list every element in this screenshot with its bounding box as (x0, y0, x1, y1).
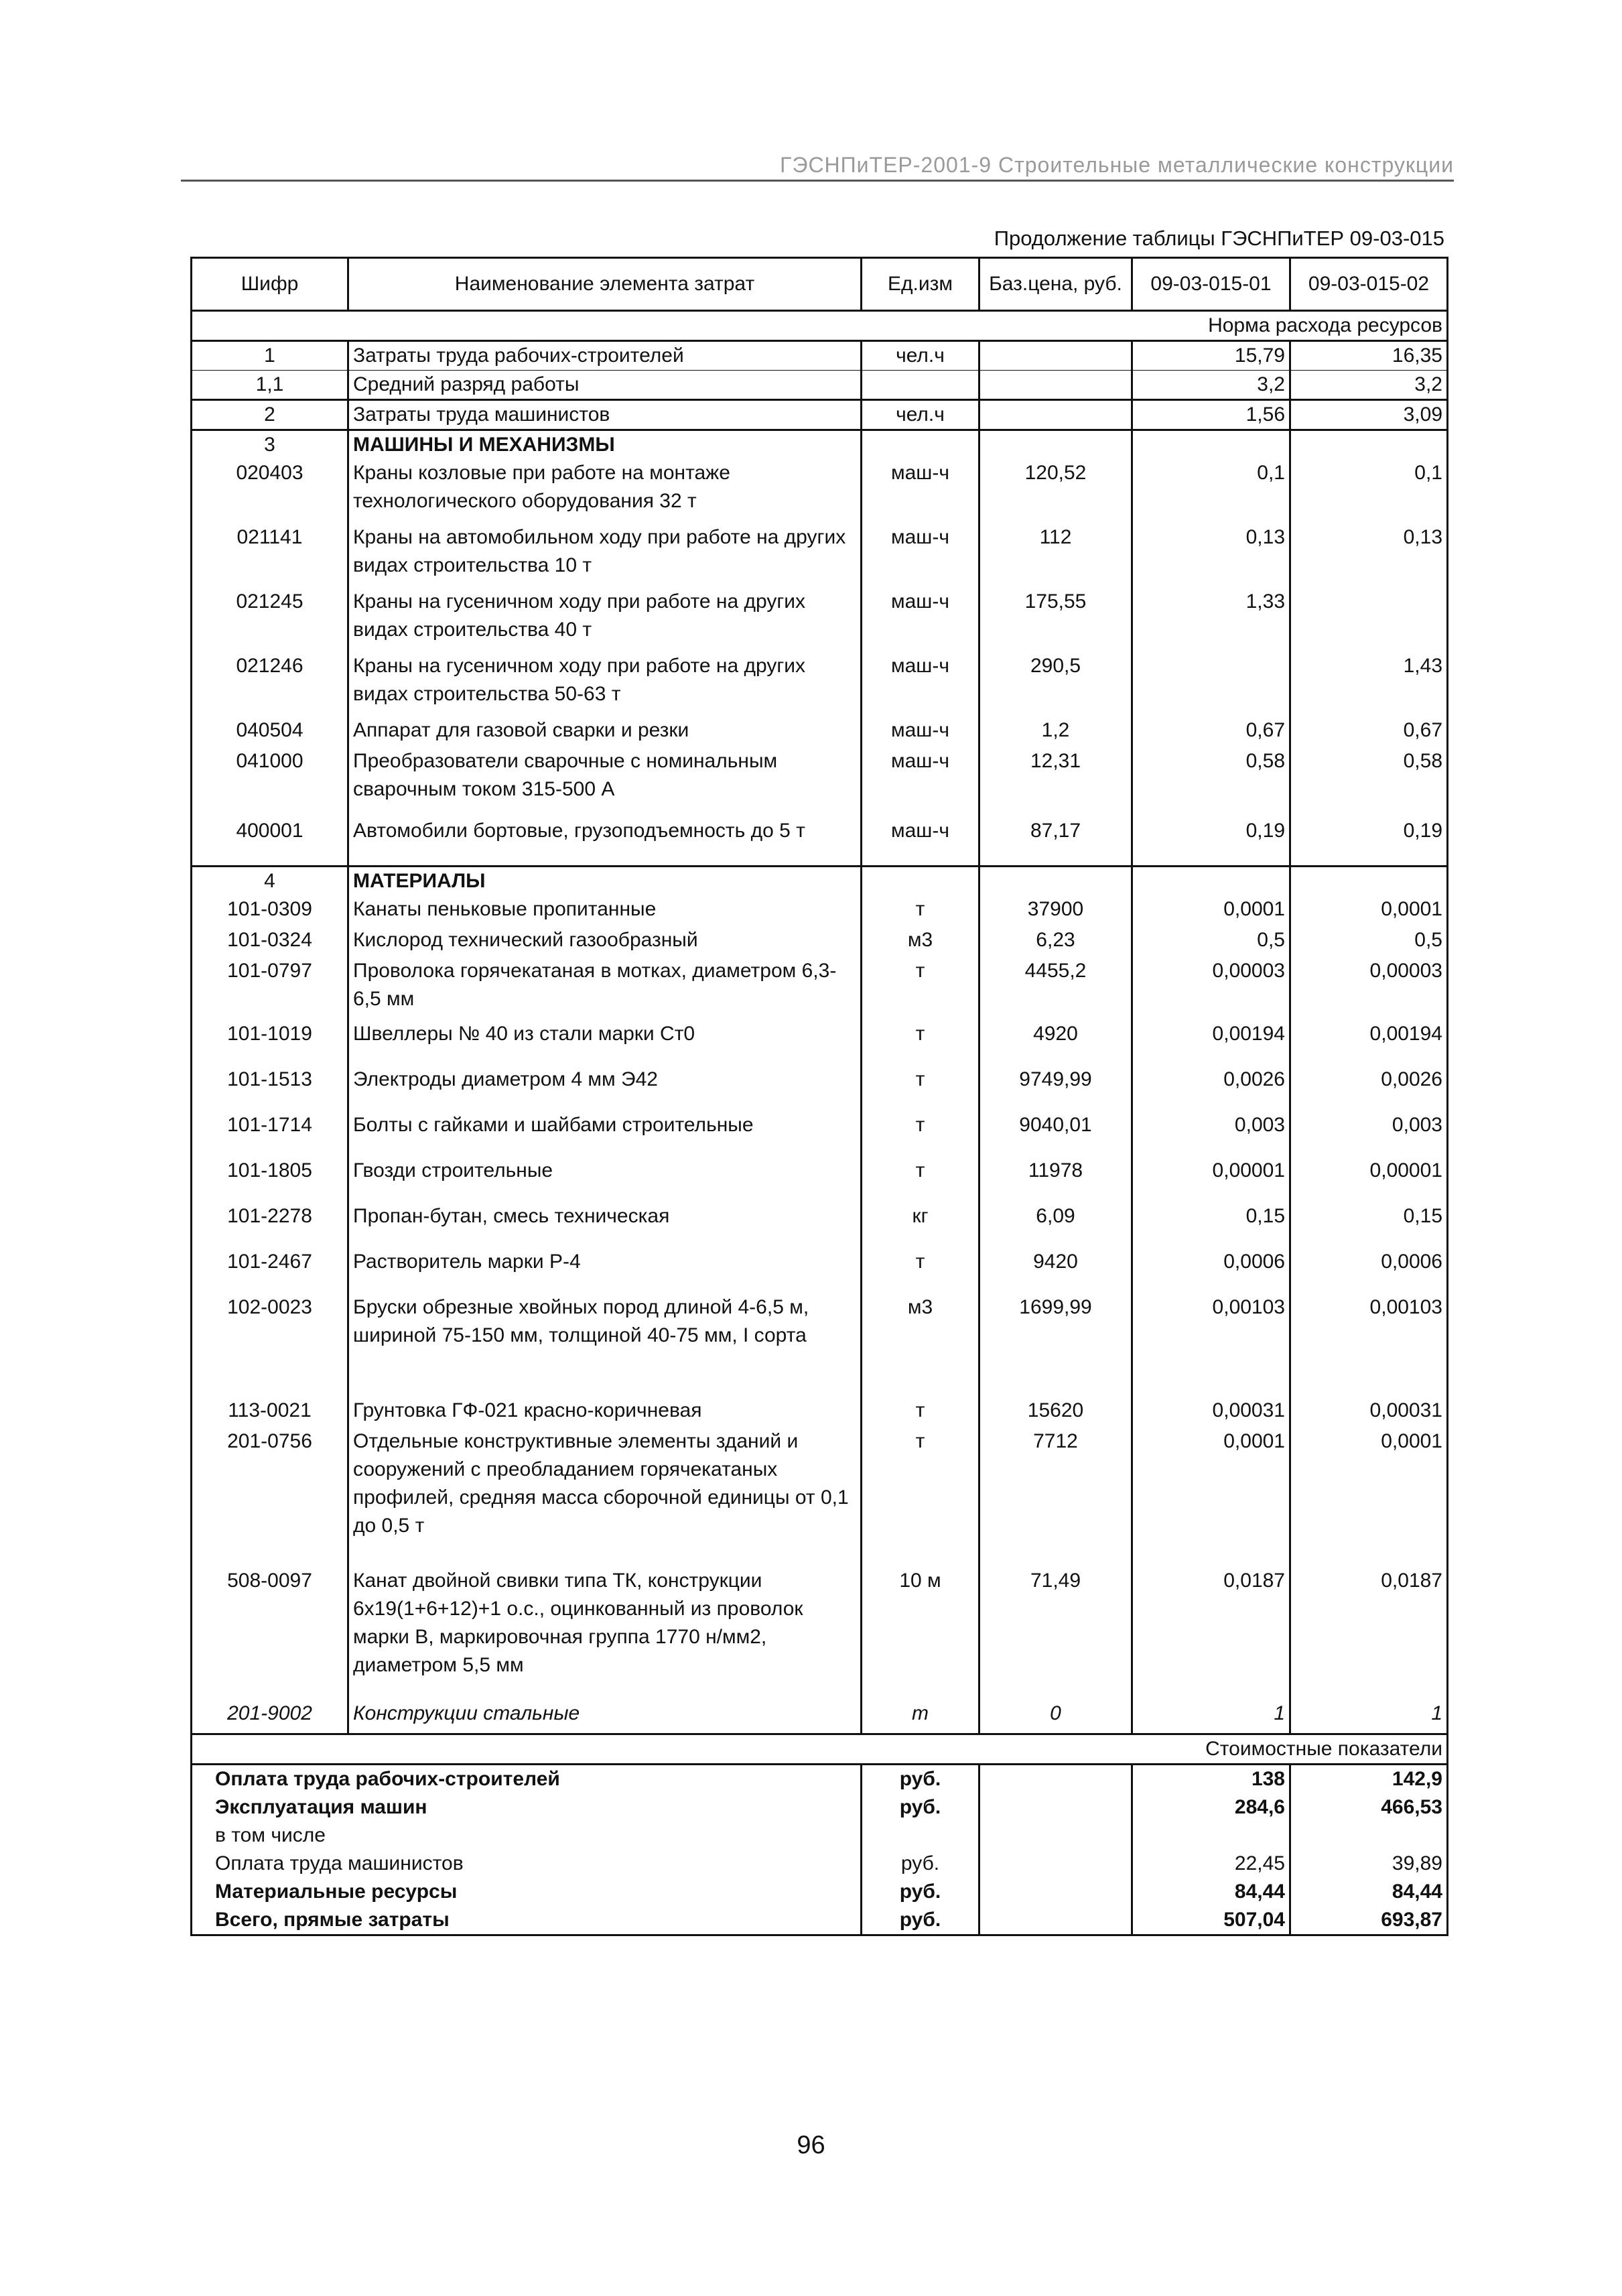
unit-cell: т (862, 895, 979, 926)
material-row (192, 926, 1448, 957)
unit-cell: маш-ч (862, 716, 979, 747)
running-title: ГЭСНПиТЕР-2001-9 Строительные металлические конструкции (780, 153, 1454, 177)
code-cell: 101-0309 (192, 895, 348, 926)
value-cell-02: 0,0001 (1290, 1427, 1448, 1567)
labor-section (192, 341, 1448, 430)
value-cell-02: 0,13 (1290, 523, 1448, 588)
value-cell-02: 0,5 (1290, 926, 1448, 957)
name-cell: Растворитель марки Р-4 (348, 1248, 862, 1293)
value-cell-02: 0,00194 (1290, 1020, 1448, 1066)
material-row (192, 1248, 1448, 1293)
value-cell-01: 0,0006 (1132, 1248, 1290, 1293)
resource-table (190, 257, 1448, 1936)
material-row (192, 1202, 1448, 1248)
unit-cell: т (862, 1111, 979, 1157)
section-title: МАШИНЫ И МЕХАНИЗМЫ (348, 430, 862, 460)
code-cell: 101-1513 (192, 1066, 348, 1111)
materials-heading-row (192, 867, 1448, 896)
machine-row (192, 716, 1448, 747)
table-caption: Продолжение таблицы ГЭСНПиТЕР 09-03-015 (994, 227, 1444, 250)
value-cell-02: 0,00003 (1290, 957, 1448, 1020)
code-cell: 101-2467 (192, 1248, 348, 1293)
code-cell: 201-9002 (192, 1700, 348, 1734)
value-cell-01 (1132, 652, 1290, 716)
price-cell: 11978 (979, 1157, 1132, 1202)
price-cell: 9420 (979, 1248, 1132, 1293)
cost-unit-cell: руб. (862, 1765, 979, 1794)
section-title: МАТЕРИАЛЫ (348, 867, 862, 896)
price-cell: 120,52 (979, 459, 1132, 523)
name-cell: Средний разряд работы (348, 371, 862, 400)
price-cell: 175,55 (979, 588, 1132, 652)
unit-cell: маш-ч (862, 459, 979, 523)
cost-name-cell: Материальные ресурсы (192, 1878, 862, 1906)
value-cell-02: 0,0001 (1290, 895, 1448, 926)
machine-row (192, 588, 1448, 652)
name-cell: Затраты труда машинистов (348, 400, 862, 430)
value-cell-01: 0,13 (1132, 523, 1290, 588)
name-cell: Грунтовка ГФ-021 красно-коричневая (348, 1397, 862, 1427)
materials-section (192, 867, 1448, 1734)
unit-cell: маш-ч (862, 588, 979, 652)
empty-cell (979, 1822, 1132, 1850)
name-cell: Гвозди строительные (348, 1157, 862, 1202)
unit-cell: кг (862, 1202, 979, 1248)
value-cell-02: 0,67 (1290, 716, 1448, 747)
value-cell-02: 3,09 (1290, 400, 1448, 430)
value-cell-01: 0,1 (1132, 459, 1290, 523)
cost-unit-cell: руб. (862, 1793, 979, 1822)
unit-cell: чел.ч (862, 400, 979, 430)
cost-name-cell: Оплата труда машинистов (192, 1850, 862, 1878)
name-cell: Аппарат для газовой сварки и резки (348, 716, 862, 747)
header-name: Наименование элемента затрат (348, 258, 862, 311)
price-cell: 12,31 (979, 747, 1132, 817)
cost-value-02: 142,9 (1290, 1765, 1448, 1794)
unit-cell: м3 (862, 926, 979, 957)
price-cell (979, 400, 1132, 430)
value-cell-02: 0,19 (1290, 817, 1448, 867)
cost-value-01: 284,6 (1132, 1793, 1290, 1822)
cost-value-02 (1290, 1822, 1448, 1850)
cost-unit-cell: руб. (862, 1906, 979, 1935)
value-cell-01: 0,58 (1132, 747, 1290, 817)
name-cell: Преобразователи сварочные с номинальным сварочным током 315-500 А (348, 747, 862, 817)
value-cell-01: 15,79 (1132, 341, 1290, 371)
empty-cell (1290, 867, 1448, 896)
unit-cell: т (862, 1427, 979, 1567)
value-cell-02 (1290, 588, 1448, 652)
norm-label-row (192, 311, 1448, 341)
unit-cell: м3 (862, 1293, 979, 1397)
value-cell-01: 0,00003 (1132, 957, 1290, 1020)
value-cell-02: 3,2 (1290, 371, 1448, 400)
value-cell-01: 0,00194 (1132, 1020, 1290, 1066)
material-row (192, 895, 1448, 926)
empty-cell (979, 1765, 1132, 1794)
cost-value-02: 693,87 (1290, 1906, 1448, 1935)
cost-value-01: 138 (1132, 1765, 1290, 1794)
header-col2: 09-03-015-02 (1290, 258, 1448, 311)
cost-row (192, 1906, 1448, 1935)
material-row-steel (192, 1700, 1448, 1734)
price-cell: 15620 (979, 1397, 1132, 1427)
price-cell (979, 371, 1132, 400)
value-cell-01: 0,003 (1132, 1111, 1290, 1157)
unit-cell: 10 м (862, 1567, 979, 1700)
name-cell: Болты с гайками и шайбами строительные (348, 1111, 862, 1157)
empty-cell (979, 430, 1132, 460)
value-cell-01: 0,00031 (1132, 1397, 1290, 1427)
empty-cell (1132, 867, 1290, 896)
name-cell: Кислород технический газообразный (348, 926, 862, 957)
price-cell: 4920 (979, 1020, 1132, 1066)
name-cell: Конструкции стальные (348, 1700, 862, 1734)
price-cell: 6,09 (979, 1202, 1132, 1248)
value-cell-02: 0,58 (1290, 747, 1448, 817)
cost-name-cell: Всего, прямые затраты (192, 1906, 862, 1935)
code-cell: 041000 (192, 747, 348, 817)
price-cell: 6,23 (979, 926, 1132, 957)
machine-row (192, 652, 1448, 716)
header-base-price: Баз.цена, руб. (979, 258, 1132, 311)
price-cell: 9749,99 (979, 1066, 1132, 1111)
code-cell: 101-1714 (192, 1111, 348, 1157)
code-cell: 021141 (192, 523, 348, 588)
price-cell: 37900 (979, 895, 1132, 926)
unit-cell: т (862, 1066, 979, 1111)
value-cell-02: 0,0187 (1290, 1567, 1448, 1700)
labor-row (192, 400, 1448, 430)
machines-heading-row (192, 430, 1448, 460)
value-cell-02: 1,43 (1290, 652, 1448, 716)
labor-row (192, 341, 1448, 371)
unit-cell: т (862, 957, 979, 1020)
cost-value-02: 84,44 (1290, 1878, 1448, 1906)
value-cell-01: 1,56 (1132, 400, 1290, 430)
price-cell: 0 (979, 1700, 1132, 1734)
name-cell: Проволока горячекатаная в мотках, диаметром 6,3-6,5 мм (348, 957, 862, 1020)
unit-cell (862, 371, 979, 400)
value-cell-02: 16,35 (1290, 341, 1448, 371)
price-cell: 1,2 (979, 716, 1132, 747)
cost-value-01: 84,44 (1132, 1878, 1290, 1906)
price-cell: 112 (979, 523, 1132, 588)
empty-cell (979, 1793, 1132, 1822)
unit-cell: т (862, 1020, 979, 1066)
name-cell: Отдельные конструктивные элементы зданий и сооружений с преобладанием горячекатаных профилей, средняя масса сборочной единицы от 0,1 до 0,5 т (348, 1427, 862, 1567)
name-cell: Автомобили бортовые, грузоподъемность до 5 т (348, 817, 862, 867)
value-cell-01: 0,0187 (1132, 1567, 1290, 1700)
material-row (192, 1567, 1448, 1700)
page-number: 96 (797, 2131, 825, 2159)
cost-name-cell: Эксплуатация машин (192, 1793, 862, 1822)
empty-cell (1290, 430, 1448, 460)
name-cell: Краны на гусеничном ходу при работе на других видах строительства 40 т (348, 588, 862, 652)
empty-cell (979, 867, 1132, 896)
cost-row (192, 1878, 1448, 1906)
code-cell: 021246 (192, 652, 348, 716)
machine-row (192, 523, 1448, 588)
name-cell: Бруски обрезные хвойных пород длиной 4-6,5 м, шириной 75-150 мм, толщиной 40-75 мм, I сорта (348, 1293, 862, 1397)
cost-unit-cell: руб. (862, 1850, 979, 1878)
machine-row (192, 459, 1448, 523)
code-cell: 102-0023 (192, 1293, 348, 1397)
value-cell-01: 0,0026 (1132, 1066, 1290, 1111)
empty-cell (979, 1906, 1132, 1935)
name-cell: Затраты труда рабочих-строителей (348, 341, 862, 371)
cost-row (192, 1822, 1448, 1850)
value-cell-02: 0,003 (1290, 1111, 1448, 1157)
machine-row (192, 747, 1448, 817)
name-cell: Пропан-бутан, смесь техническая (348, 1202, 862, 1248)
unit-cell: маш-ч (862, 817, 979, 867)
section-number: 4 (192, 867, 348, 896)
cost-value-02: 466,53 (1290, 1793, 1448, 1822)
empty-cell (979, 1850, 1132, 1878)
value-cell-01: 0,67 (1132, 716, 1290, 747)
code-cell: 021245 (192, 588, 348, 652)
code-cell: 101-1019 (192, 1020, 348, 1066)
name-cell: Электроды диаметром 4 мм Э42 (348, 1066, 862, 1111)
cost-section (192, 1765, 1448, 1935)
price-cell: 7712 (979, 1427, 1132, 1567)
code-cell: 101-2278 (192, 1202, 348, 1248)
price-cell: 87,17 (979, 817, 1132, 867)
value-cell-02: 0,0026 (1290, 1066, 1448, 1111)
code-cell: 101-1805 (192, 1157, 348, 1202)
name-cell: Канаты пеньковые пропитанные (348, 895, 862, 926)
material-row (192, 1111, 1448, 1157)
unit-cell: маш-ч (862, 652, 979, 716)
value-cell-02: 0,15 (1290, 1202, 1448, 1248)
cost-row (192, 1850, 1448, 1878)
cost-unit-cell: руб. (862, 1878, 979, 1906)
cost-label-row (192, 1734, 1448, 1765)
header-code: Шифр (192, 258, 348, 311)
material-row (192, 1157, 1448, 1202)
value-cell-02: 0,00031 (1290, 1397, 1448, 1427)
code-cell: 2 (192, 400, 348, 430)
material-row (192, 1293, 1448, 1397)
price-cell (979, 341, 1132, 371)
header-divider (181, 180, 1454, 182)
unit-cell: т (862, 1700, 979, 1734)
price-cell: 9040,01 (979, 1111, 1132, 1157)
cost-row (192, 1793, 1448, 1822)
code-cell: 1,1 (192, 371, 348, 400)
material-row (192, 957, 1448, 1020)
value-cell-02: 1 (1290, 1700, 1448, 1734)
code-cell: 040504 (192, 716, 348, 747)
value-cell-01: 0,19 (1132, 817, 1290, 867)
name-cell: Краны на гусеничном ходу при работе на других видах строительства 50-63 т (348, 652, 862, 716)
unit-cell: т (862, 1157, 979, 1202)
value-cell-01: 1 (1132, 1700, 1290, 1734)
unit-cell: т (862, 1397, 979, 1427)
empty-cell (862, 430, 979, 460)
unit-cell: маш-ч (862, 747, 979, 817)
price-cell: 1699,99 (979, 1293, 1132, 1397)
price-cell: 4455,2 (979, 957, 1132, 1020)
cost-row (192, 1765, 1448, 1794)
empty-cell (979, 1878, 1132, 1906)
cost-value-01: 507,04 (1132, 1906, 1290, 1935)
header-col1: 09-03-015-01 (1132, 258, 1290, 311)
table-header (192, 258, 1448, 311)
unit-cell: чел.ч (862, 341, 979, 371)
value-cell-01: 0,00001 (1132, 1157, 1290, 1202)
material-row (192, 1427, 1448, 1567)
name-cell: Канат двойной свивки типа ТК, конструкции 6х19(1+6+12)+1 о.с., оцинкованный из проволок марки В, маркировочная группа 1770 н/мм2, диаметром 5,5 мм (348, 1567, 862, 1700)
code-cell: 101-0797 (192, 957, 348, 1020)
machine-row (192, 817, 1448, 867)
value-cell-01: 1,33 (1132, 588, 1290, 652)
labor-row (192, 371, 1448, 400)
code-cell: 101-0324 (192, 926, 348, 957)
material-row (192, 1397, 1448, 1427)
section-number: 3 (192, 430, 348, 460)
code-cell: 508-0097 (192, 1567, 348, 1700)
code-cell: 1 (192, 341, 348, 371)
value-cell-01: 3,2 (1132, 371, 1290, 400)
cost-name-cell: в том числе (192, 1822, 862, 1850)
value-cell-01: 0,0001 (1132, 895, 1290, 926)
value-cell-02: 0,00103 (1290, 1293, 1448, 1397)
machines-section (192, 430, 1448, 867)
header-unit: Ед.изм (862, 258, 979, 311)
value-cell-01: 0,5 (1132, 926, 1290, 957)
price-cell: 71,49 (979, 1567, 1132, 1700)
code-cell: 020403 (192, 459, 348, 523)
code-cell: 201-0756 (192, 1427, 348, 1567)
cost-value-01: 22,45 (1132, 1850, 1290, 1878)
code-cell: 113-0021 (192, 1397, 348, 1427)
value-cell-01: 0,00103 (1132, 1293, 1290, 1397)
material-row (192, 1020, 1448, 1066)
price-cell: 290,5 (979, 652, 1132, 716)
cost-label: Стоимостные показатели (192, 1734, 1448, 1765)
unit-cell: т (862, 1248, 979, 1293)
value-cell-02: 0,0006 (1290, 1248, 1448, 1293)
value-cell-01: 0,15 (1132, 1202, 1290, 1248)
cost-unit-cell (862, 1822, 979, 1850)
empty-cell (1132, 430, 1290, 460)
unit-cell: маш-ч (862, 523, 979, 588)
name-cell: Краны козловые при работе на монтаже технологического оборудования 32 т (348, 459, 862, 523)
cost-value-01 (1132, 1822, 1290, 1850)
cost-name-cell: Оплата труда рабочих-строителей (192, 1765, 862, 1794)
value-cell-01: 0,0001 (1132, 1427, 1290, 1567)
value-cell-02: 0,00001 (1290, 1157, 1448, 1202)
empty-cell (862, 867, 979, 896)
name-cell: Краны на автомобильном ходу при работе на других видах строительства 10 т (348, 523, 862, 588)
code-cell: 400001 (192, 817, 348, 867)
cost-value-02: 39,89 (1290, 1850, 1448, 1878)
value-cell-02: 0,1 (1290, 459, 1448, 523)
norm-label: Норма расхода ресурсов (192, 311, 1448, 341)
name-cell: Швеллеры № 40 из стали марки Ст0 (348, 1020, 862, 1066)
material-row (192, 1066, 1448, 1111)
